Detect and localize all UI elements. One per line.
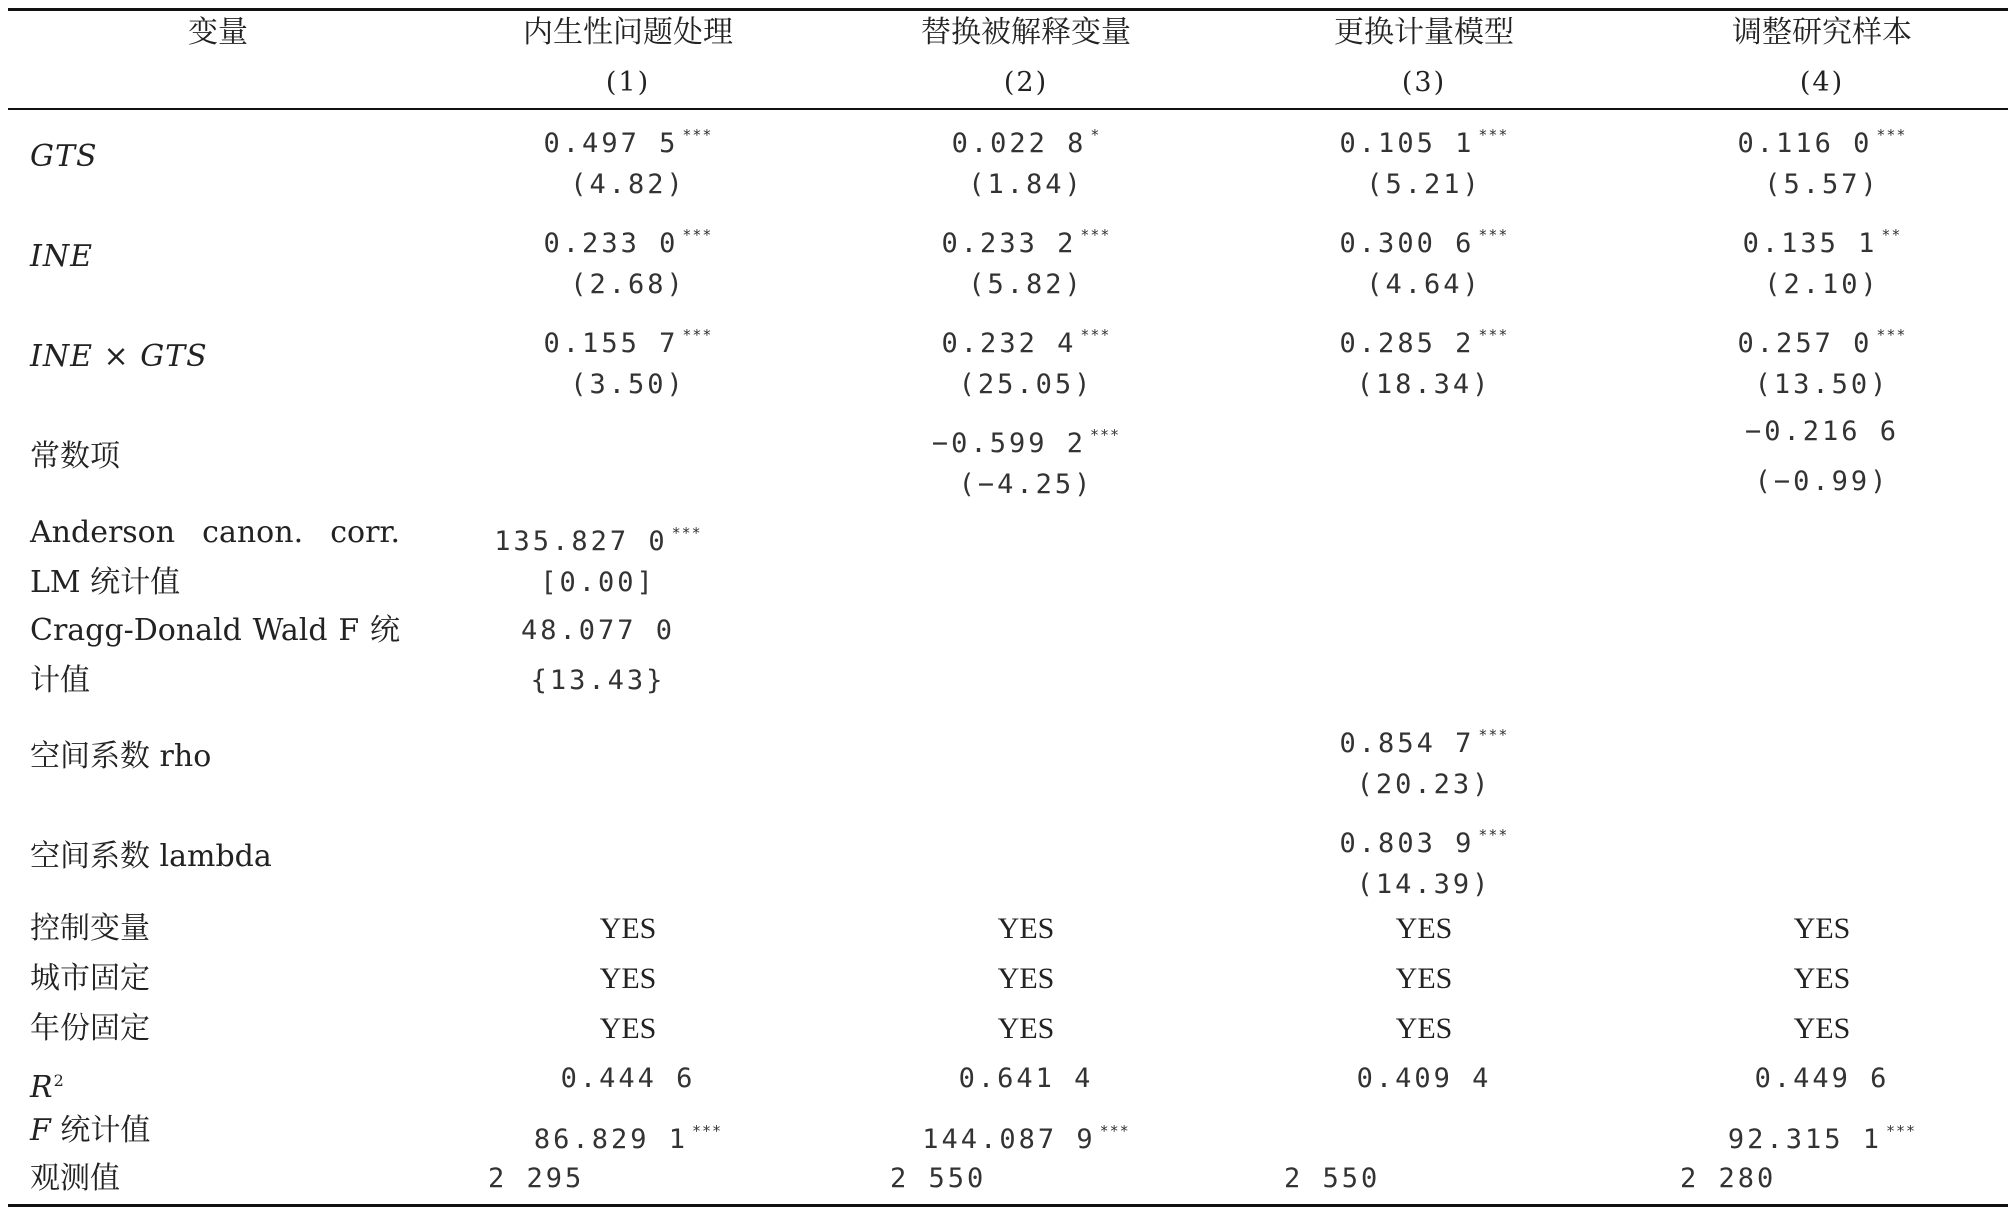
- ine-tstat-1: (2.68): [570, 269, 686, 300]
- gts-coef-4: 0.116 0 ***: [1737, 126, 1907, 159]
- top-rule: [8, 8, 2008, 11]
- ine-coef-3: 0.300 6 ***: [1339, 226, 1509, 259]
- controls-3: YES: [1395, 912, 1453, 945]
- row-label-cragg-line2: 计值: [30, 663, 90, 698]
- header-rule: [8, 108, 2008, 110]
- gts-tstat-1: (4.82): [570, 169, 686, 200]
- fstat-2: 144.087 9 ***: [922, 1122, 1130, 1155]
- constant-tstat-4: (−0.99): [1754, 466, 1890, 497]
- year-fe-4: YES: [1793, 1012, 1851, 1045]
- ine-tstat-4: (2.10): [1764, 269, 1880, 300]
- row-label-rho: 空间系数 rho: [30, 739, 212, 774]
- controls-4: YES: [1793, 912, 1851, 945]
- ine-coef-4: 0.135 1 **: [1742, 226, 1902, 259]
- r2-3: 0.409 4: [1356, 1063, 1492, 1094]
- r2-2: 0.641 4: [958, 1063, 1094, 1094]
- interaction-coef-3: 0.285 2 ***: [1339, 326, 1509, 359]
- row-label-controls: 控制变量: [30, 911, 150, 946]
- year-fe-3: YES: [1395, 1012, 1453, 1045]
- interaction-tstat-1: (3.50): [570, 369, 686, 400]
- row-label-anderson-line1: Anderson canon. corr.: [30, 515, 400, 550]
- anderson-stat-1: 135.827 0 ***: [494, 524, 702, 557]
- interaction-coef-4: 0.257 0 ***: [1737, 326, 1907, 359]
- lambda-coef-3: 0.803 9 ***: [1339, 826, 1509, 859]
- fstat-4: 92.315 1 ***: [1727, 1122, 1917, 1155]
- rho-coef-3: 0.854 7 ***: [1339, 726, 1509, 759]
- interaction-coef-2: 0.232 4 ***: [941, 326, 1111, 359]
- row-label-city-fe: 城市固定: [30, 961, 150, 996]
- constant-coef-4: −0.216 6: [1744, 416, 1900, 447]
- city-fe-2: YES: [997, 962, 1055, 995]
- header-col4-num: (4): [1799, 67, 1845, 98]
- header-col2-num: (2): [1003, 67, 1049, 98]
- row-label-gts: GTS: [30, 139, 98, 174]
- gts-tstat-4: (5.57): [1764, 169, 1880, 200]
- city-fe-4: YES: [1793, 962, 1851, 995]
- year-fe-2: YES: [997, 1012, 1055, 1045]
- interaction-tstat-4: (13.50): [1754, 369, 1890, 400]
- ine-coef-1: 0.233 0 ***: [543, 226, 713, 259]
- gts-coef-1: 0.497 5 ***: [543, 126, 713, 159]
- constant-tstat-2: (−4.25): [958, 469, 1094, 500]
- row-label-constant: 常数项: [30, 439, 120, 474]
- header-col4-title: 调整研究样本: [1732, 15, 1912, 50]
- constant-coef-2: −0.599 2 ***: [931, 426, 1121, 459]
- interaction-tstat-2: (25.05): [958, 369, 1094, 400]
- interaction-tstat-3: (18.34): [1356, 369, 1492, 400]
- rho-tstat-3: (20.23): [1356, 769, 1492, 800]
- controls-2: YES: [997, 912, 1055, 945]
- row-label-r2: $R^2$: [30, 1070, 65, 1105]
- header-col1-num: (1): [605, 67, 651, 98]
- row-label-interaction: INE × GTS: [30, 339, 208, 374]
- gts-tstat-2: (1.84): [968, 169, 1084, 200]
- cragg-critical-1: {13.43}: [530, 665, 666, 696]
- lambda-tstat-3: (14.39): [1356, 869, 1492, 900]
- row-label-anderson-line2: LM 统计值: [30, 565, 181, 600]
- ine-tstat-2: (5.82): [968, 269, 1084, 300]
- city-fe-3: YES: [1395, 962, 1453, 995]
- city-fe-1: YES: [599, 962, 657, 995]
- ine-tstat-3: (4.64): [1366, 269, 1482, 300]
- row-label-year-fe: 年份固定: [30, 1011, 150, 1046]
- r2-1: 0.444 6: [560, 1063, 696, 1094]
- row-label-lambda: 空间系数 lambda: [30, 839, 272, 874]
- gts-tstat-3: (5.21): [1366, 169, 1482, 200]
- fstat-1: 86.829 1 ***: [533, 1122, 723, 1155]
- year-fe-1: YES: [599, 1012, 657, 1045]
- r2-4: 0.449 6: [1754, 1063, 1890, 1094]
- obs-2: 2 550: [890, 1163, 987, 1194]
- controls-1: YES: [599, 912, 657, 945]
- row-label-ine: INE: [30, 239, 93, 274]
- obs-3: 2 550: [1284, 1163, 1381, 1194]
- anderson-pvalue-1: [0.00]: [540, 567, 656, 598]
- row-label-cragg-line1: Cragg-Donald Wald F 统: [30, 613, 400, 648]
- header-col3-title: 更换计量模型: [1334, 15, 1514, 50]
- cragg-stat-1: 48.077 0: [520, 615, 676, 646]
- ine-coef-2: 0.233 2 ***: [941, 226, 1111, 259]
- row-label-fstat: F 统计值: [30, 1113, 151, 1148]
- header-col3-num: (3): [1401, 67, 1447, 98]
- header-col1-title: 内生性问题处理: [523, 15, 733, 50]
- obs-1: 2 295: [488, 1163, 585, 1194]
- row-label-obs: 观测值: [30, 1161, 120, 1196]
- header-variable: 变量: [188, 15, 248, 50]
- obs-4: 2 280: [1680, 1163, 1777, 1194]
- bottom-rule: [8, 1204, 2008, 1207]
- gts-coef-2: 0.022 8 *: [951, 126, 1101, 159]
- header-col2-title: 替换被解释变量: [921, 15, 1131, 50]
- interaction-coef-1: 0.155 7 ***: [543, 326, 713, 359]
- gts-coef-3: 0.105 1 ***: [1339, 126, 1509, 159]
